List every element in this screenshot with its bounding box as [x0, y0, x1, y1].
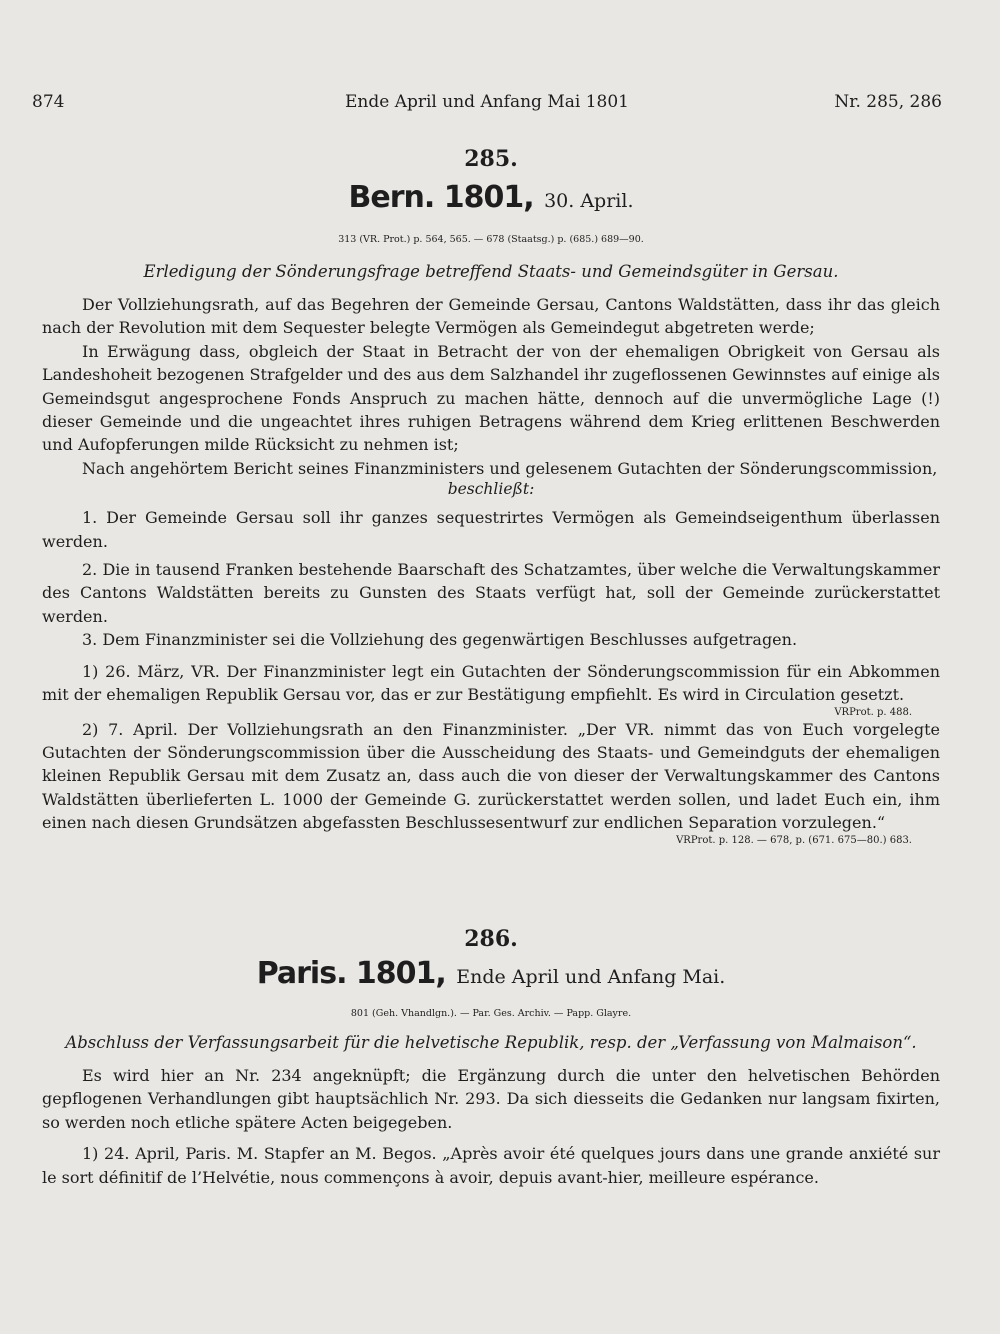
doc285-note1-ref: VRProt. p. 488.: [834, 706, 912, 718]
doc285-para3: Nach angehörtem Bericht seines Finanzministers und gelesenem Gutachten der Sönderungscommission,: [82, 458, 938, 478]
doc286-note1: 1) 24. April, Paris. M. Stapfer an M. Begos. „Après avoir été quelques jours dans une grande anxiété sur le sort définitif de l’Helvétie, nous commençons à avoir, depuis avant-hier, meilleure espérance.: [42, 1144, 940, 1187]
doc285-resolves: beschließt:: [447, 480, 535, 499]
doc286-date: Ende April und Anfang Mai.: [456, 966, 726, 988]
doc285-heading: [42, 180, 940, 215]
doc285-para2: In Erwägung dass, obgleich der Staat in Betracht der von der ehemaligen Obrigkeit von Gersau als Landeshoheit bezogenen Strafgelder und des aus dem Salzhandel ihr zugeflossenen Gewinnstes auf einige als Gemeindsgut angesprochene Fonds Anspruch zu machen hätte, dennoch auf die unvermögliche Lage (!) dieser Gemeinde und die ungeachtet ihres ruhigen Betragens während dem Krieg erlittenen Beschwerden und Aufopferungen milde Rücksicht zu nehmen ist;: [42, 341, 940, 455]
doc286-para1: Es wird hier an Nr. 234 angeknüpft; die Ergänzung durch die unter den helvetischen Behörden gepflogenen Verhandlungen gibt hauptsächlich Nr. 293. Da sich diesseits die Gedanken nur langsam fixirten, so werden noch etliche spätere Acten beigegeben.: [42, 1066, 940, 1132]
page-number: 874: [32, 92, 65, 112]
doc286-subject: Abschluss der Verfassungsarbeit für die helvetische Republik, resp. der „Verfassung von Malmaison“.: [65, 1033, 917, 1052]
doc285-item3: 3. Dem Finanzminister sei die Vollziehung des gegenwärtigen Beschlusses aufgetragen.: [82, 630, 798, 650]
doc285-para1: Der Vollziehungsrath, auf das Begehren der Gemeinde Gersau, Cantons Waldstätten, dass ihr das gleich nach der Revolution mit dem Sequester belegte Vermögen als Gemeindegut abgetreten werde;: [42, 295, 940, 338]
doc285-place-year: Bern. 1801,: [348, 180, 534, 215]
doc285-date: 30. April.: [544, 190, 634, 212]
doc285-item1: 1. Der Gemeinde Gersau soll ihr ganzes sequestrirtes Vermögen als Gemeindseigenthum überlassen werden.: [42, 508, 940, 551]
doc285-body: [42, 293, 940, 846]
doc286-sources: 801 (Geh. Vhandlgn.). — Par. Ges. Archiv. — Papp. Glayre.: [350, 1008, 632, 1019]
doc286-heading: [42, 956, 940, 991]
doc286-body: [42, 1064, 940, 1189]
running-header: [32, 92, 942, 118]
doc286-place-year: Paris. 1801,: [256, 956, 446, 991]
doc285-note1: 1) 26. März, VR. Der Finanzminister legt ein Gutachten der Sönderungscommission für ein Abkommen mit der ehemaligen Republik Gersau vor, das er zur Bestätigung empfiehlt. Es wird in Circulation gesetzt.: [42, 661, 940, 705]
document-numbers: Nr. 285, 286: [834, 92, 942, 112]
doc285-subject: Erledigung der Sönderungsfrage betreffend Staats- und Gemeindsgüter in Gersau.: [143, 262, 839, 281]
running-title: Ende April und Anfang Mai 1801: [345, 92, 629, 112]
doc286-number: 286.: [464, 926, 518, 952]
doc285-note2: 2) 7. April. Der Vollziehungsrath an den Finanzminister. „Der VR. nimmt das von Euch vorgelegte Gutachten der Sönderungscommission über die Ausscheidung des Staats- und Gemeindguts der ehemaligen kleinen Republik Gersau mit dem Zusatz an, dass auch die von dieser der Verwaltungskammer des Cantons Waldstätten überlieferten L. 1000 der Gemeinde G. zurückerstattet werden sollen, und ladet Euch ein, ihm einen nach diesen Grundsätzen abgefassten Beschlussesentwurf zur endlichen Separation vorzulegen.“: [42, 719, 940, 833]
doc285-item2: 2. Die in tausend Franken bestehende Baarschaft des Schatzamtes, über welche die Verwaltungskammer des Cantons Waldstätten bereits zu Gunsten des Staats verfügt hat, soll der Gemeinde zurückerstattet werden.: [42, 560, 940, 626]
doc285-sources: 313 (VR. Prot.) p. 564, 565. — 678 (Staatsg.) p. (685.) 689—90.: [338, 234, 644, 245]
doc285-number: 285.: [464, 146, 518, 172]
doc285-note2-ref: VRProt. p. 128. — 678, p. (671. 675—80.) 683.: [676, 834, 912, 846]
